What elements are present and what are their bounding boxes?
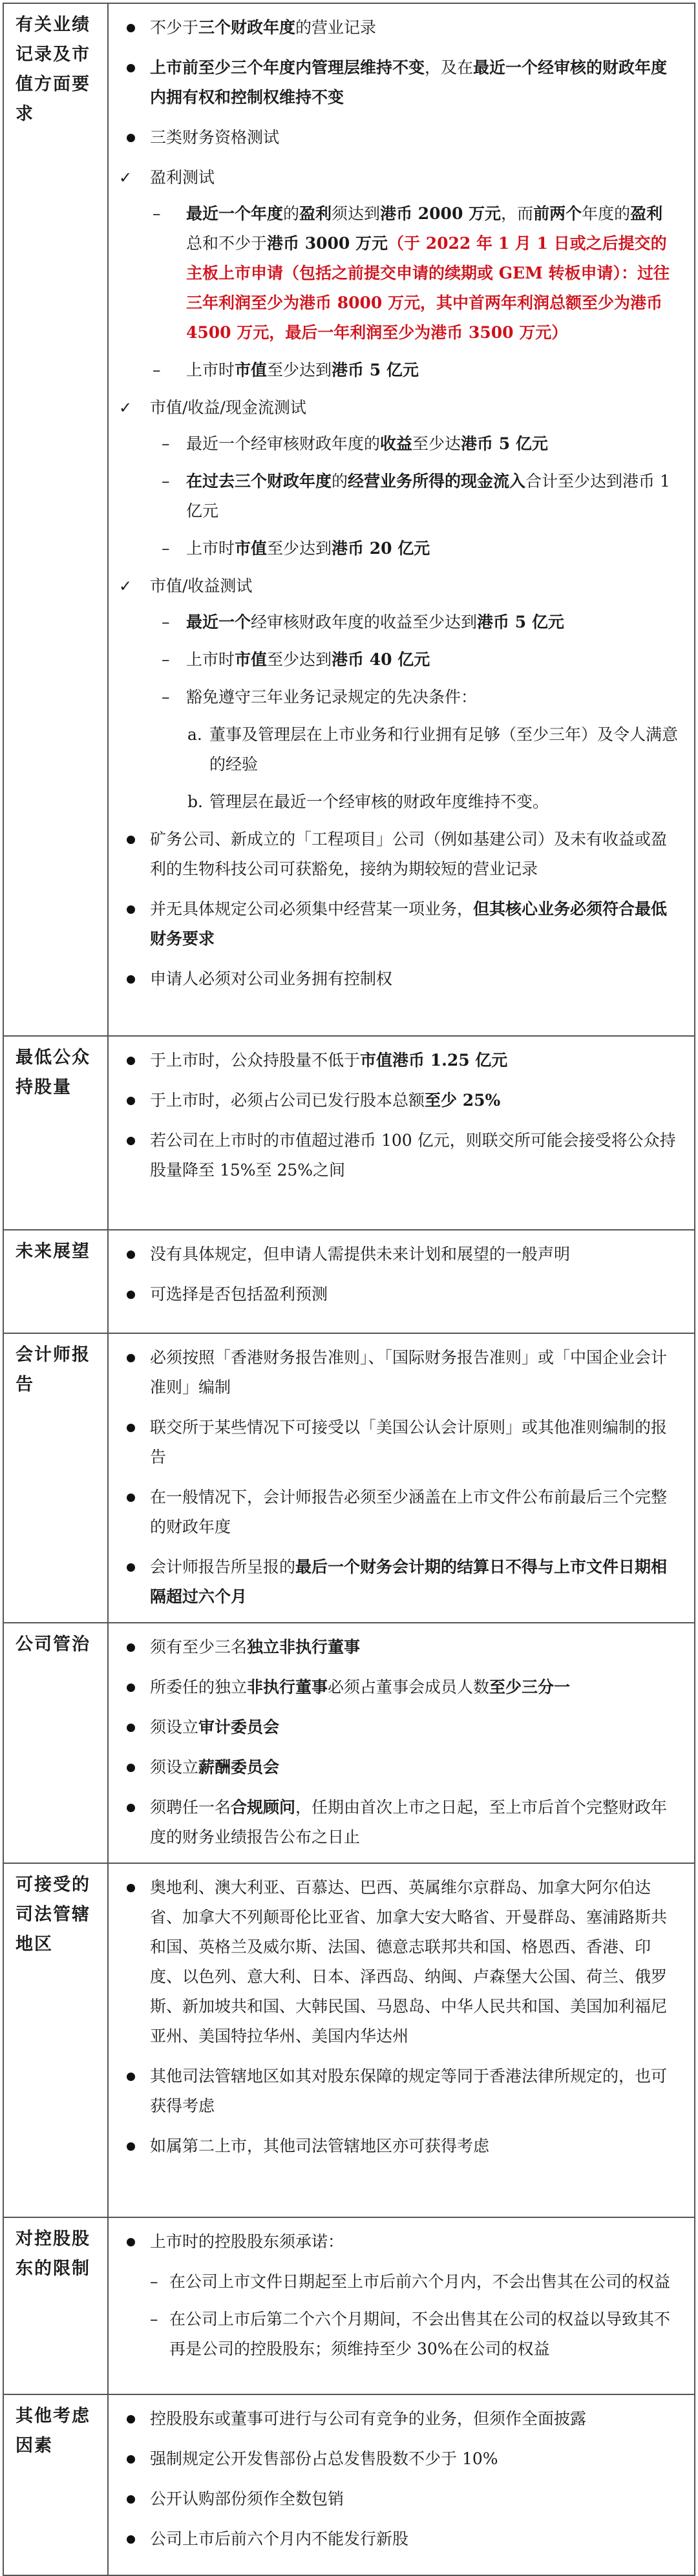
section-header: 可接受的司法管辖地区 [16,1875,90,1954]
item-text: 董事及管理层在上市业务和行业拥有足够（至少三年）及令人满意的经验 [209,725,679,774]
bullet-icon [127,1563,135,1572]
text-run: 至少三分一 [489,1678,571,1696]
test-label: 盈利测试 [150,168,215,187]
bullet-item [118,1713,679,1742]
bullet-icon [127,2535,135,2544]
text-run: 最近一个 [186,613,251,631]
section-row [3,2394,695,2575]
dash-item [150,607,679,637]
text-run: 其他司法管辖地区如其对股东保障的规定等同于香港法律所规定的，也可获得考虑 [150,2067,668,2115]
text-run: 上市前至少 [150,58,231,77]
text-run: 可选择是否包括盈利预测 [150,1285,328,1304]
bullet-icon [127,1291,135,1299]
dash-item [150,429,679,459]
bullet-icon [127,24,135,32]
bullet-item [118,1632,679,1662]
bullet-icon [127,1354,135,1362]
bullet-item [118,894,679,954]
bullet-item [118,2131,679,2161]
text-run: 会计师报告所呈报的 [150,1557,296,1576]
text-run: 的 [283,204,300,223]
text-run: 合规顾问 [231,1798,296,1817]
bullet-item [118,1086,679,1115]
text-run: 最近一个经审核的财政年度内拥有权和控制权维持不变 [150,58,668,107]
text-run: 市值 [235,361,268,379]
bullet-item [118,1552,679,1612]
dash-marker: – [153,361,161,379]
bullet-item [118,2062,679,2121]
text-run: 年度的 [582,204,631,223]
dash-item [150,645,679,675]
text-run: 三个财政年度 [198,18,296,37]
text-run: 于上市时，必须占公司已发行股本总额 [150,1091,425,1110]
section-header: 对控股股东的限制 [16,2229,90,2279]
text-run: 总和不少于 [186,234,268,253]
section-body [109,4,694,994]
text-run: 盈利 [630,204,663,223]
section-body [109,1864,694,2161]
bullet-item [118,1793,679,1852]
bullet-icon [127,1097,135,1105]
section-body [109,2218,694,2364]
requirements-table [3,3,695,2576]
text-run: 收益 [380,434,413,453]
bullet-icon [127,64,135,72]
test-items [118,199,679,385]
section-row [3,1333,695,1623]
section-body [109,1037,694,1185]
text-run: 上市时 [186,361,235,379]
text-run: ，而 [501,204,534,223]
text-run: 并无具体规定公司必须集中经营某一项业务， [150,900,474,918]
bullet-icon [127,1057,135,1065]
text-run: 至少达到 [267,361,332,379]
section-body [109,1230,694,1309]
text-run: 港币 5 亿元 [332,361,419,379]
text-run: 在公司上市文件日期起至上市后前六个月内，不会出售其在公司的权益 [169,2272,671,2291]
test-heading [118,163,679,193]
bullet-item [118,1280,679,1309]
text-run: 市值 [235,650,268,669]
bullet-icon [127,905,135,914]
text-run: 须设立 [150,1718,199,1737]
text-run: （于 2022 年 1 月 1 日或之后提交的主板上市申请（包括之前提交申请的续期或 GEM 转板申请）：过往三年利润至少为港币 8000 万元，其中首两年利润总额至少为港币 4500 万元，最后一年利润至少为港币 3500 万元） [186,234,670,342]
test-heading [118,571,679,601]
section-row [3,1863,695,2217]
check-icon: ✓ [119,399,132,417]
dash-marker: – [162,539,170,558]
section-row [3,1230,695,1333]
text-run: 在一般情况下，会计师报告必须至少涵盖在上市文件公布前最后三个完整的财政年度 [150,1488,668,1536]
bullet-item [118,53,679,112]
section-body [109,2395,694,2554]
lettered-list [150,720,679,817]
text-run: 最近一个经审核财政年度的 [186,434,381,453]
bullet-icon [127,1137,135,1145]
test-label: 市值/收益/现金流测试 [150,398,306,417]
text-run: 没有具体规定，但申请人需提供未来计划和展望的一般声明 [150,1245,571,1263]
text-run: 独立非执行董事 [247,1638,361,1656]
lettered-item [187,720,679,779]
text-run: 在公司上市后第二个六个月期间，不会出售其在公司的权益以导致其不再是公司的控股股东；须维持至少 30%在公司的权益 [169,2310,671,2358]
text-run: 上市时的控股股东须承诺： [150,2232,344,2251]
text-run: 市值 [235,539,268,558]
bullet-icon [127,2495,135,2504]
dash-item [150,2267,679,2297]
text-run: 豁免遵守三年业务记录规定的先决条件： [186,688,478,706]
text-run: 须聘任一名 [150,1798,231,1817]
bullet-icon [127,1884,135,1892]
bullet-item [118,1046,679,1075]
text-run: 至少达 [412,434,461,453]
bullet-icon [127,134,135,142]
text-run: 上市时 [186,650,235,669]
check-icon: ✓ [119,577,132,595]
text-run: 至少 25% [425,1091,501,1110]
bullet-icon [127,836,135,844]
bullet-item [118,1483,679,1542]
section-header: 会计师报告 [16,1345,90,1395]
text-run: 上市时 [186,539,235,558]
text-run: 最后一个财务会计期的结算日不得与上市文件日期相隔超过六个月 [150,1557,668,1606]
check-icon: ✓ [119,169,132,187]
test-heading [118,393,679,423]
bullet-item [118,13,679,43]
text-run: 于上市时，公众持股量不低于 [150,1051,361,1070]
text-run: 但其核心业务必须符合最低财务要求 [150,900,668,948]
text-run: 经营业务所得的现金流入 [348,472,526,491]
bullet-icon [127,1494,135,1502]
text-run: 须有至少三名 [150,1638,248,1656]
text-run: 须设立 [150,1758,199,1777]
test-items [118,429,679,564]
text-run: 必须占董事会成员人数 [328,1678,490,1696]
lettered-item [187,787,679,817]
section-body [109,1623,694,1852]
dash-item [150,467,679,526]
section-row [3,3,695,1036]
bullet-icon [127,2455,135,2464]
bullet-item [118,825,679,884]
bullet-icon [127,1251,135,1259]
test-items [118,607,679,817]
bullet-icon [127,1424,135,1432]
bullet-icon [127,1804,135,1812]
text-run: 市值港币 1.25 亿元 [360,1051,508,1070]
bullet-item [118,1240,679,1269]
dash-item [150,534,679,564]
text-run: 最近一个年度 [186,204,284,223]
dash-list [118,2267,679,2364]
section-body [109,1334,694,1612]
text-run: 港币 5 亿元 [477,613,564,631]
bullet-icon [127,1684,135,1692]
section-row [3,2217,695,2394]
text-run: 薪酬委员会 [198,1758,280,1777]
dash-marker: – [150,2310,158,2328]
text-run: 申请人必须对公司业务拥有控制权 [150,969,393,988]
text-run: 港币 20 亿元 [332,539,430,558]
bullet-icon [127,2415,135,2423]
section-row [3,1623,695,1863]
text-run: 三类财务资格测试 [150,128,280,147]
bullet-item [118,1873,679,2051]
text-run: 港币 3000 万元 [267,234,388,253]
dash-item [150,355,679,385]
text-run: 若公司在上市时的市值超过港币 100 亿元，则联交所可能会接受将公众持股量降至 15%至 25%之间 [150,1131,676,1179]
bullet-item [118,2404,679,2434]
bullet-item [118,2484,679,2514]
section-header: 未来展望 [16,1241,90,1262]
section-header: 最低公众持股量 [16,1048,90,1097]
bullet-icon [127,2073,135,2081]
dash-marker: – [162,472,170,491]
section-row [3,1036,695,1230]
test-label: 市值/收益测试 [150,576,253,595]
bullet-item [118,2524,679,2554]
text-run: 矿务公司、新成立的「工程项目」公司（例如基建公司）及未有收益或盈利的生物科技公司可获豁免，接纳为期较短的营业记录 [150,830,668,878]
bullet-item [118,1343,679,1402]
bullet-icon [127,975,135,984]
text-run: 所委任的独立 [150,1678,248,1696]
bullet-item [118,2227,679,2257]
bullet-icon [127,2238,135,2246]
bullet-icon [127,1764,135,1772]
bullet-icon [127,2142,135,2151]
text-run: 必须按照「香港财务报告准则」、「国际财务报告准则」或「中国企业会计准则」编制 [150,1348,668,1397]
text-run: 港币 40 亿元 [332,650,430,669]
dash-item [150,2305,679,2364]
bullet-item [118,2444,679,2474]
dash-marker: – [162,434,170,453]
text-run: ，任期由首次上市之日起，至上市后首个完整财政年度的财务业绩报告公布之日止 [150,1798,668,1846]
text-run: 奥地利、澳大利亚、百慕达、巴西、英属维尔京群岛、加拿大阿尔伯达省、加拿大不列颠哥伦比亚省、加拿大安大略省、开曼群岛、塞浦路斯共和国、英格兰及威尔斯、法国、德意志联邦共和国、格恩西、香港、印度、以色列、意大利、日本、泽西岛、纳闽、卢森堡大公国、荷兰、俄罗斯、新加坡共和国、大韩民国、马恩岛、中华人民共和国、美国加利福尼亚州、美国特拉华州、美国内华达州 [150,1878,668,2045]
text-run: 至少达到 [267,650,332,669]
text-run: 的 [332,472,348,491]
text-run: 审计委员会 [198,1718,280,1737]
text-run: ，及在 [425,58,474,77]
dash-item [150,199,679,348]
text-run: 港币 2000 万元 [380,204,502,223]
text-run: 经审核财政年度的收益至少达到 [251,613,478,631]
bullet-icon [127,1724,135,1732]
text-run: 须达到 [332,204,381,223]
dash-marker: – [150,2272,158,2291]
dash-marker: – [153,204,161,223]
text-run: 控股股东或董事可进行与公司有竞争的业务，但须作全面披露 [150,2409,587,2428]
text-run: 在过去三个财政年度 [186,472,332,491]
text-run: 至少达到 [267,539,332,558]
item-marker: b. [187,792,203,811]
section-header: 公司管治 [16,1634,90,1654]
bullet-item [118,964,679,994]
bullet-item [118,1413,679,1472]
text-run: 联交所于某些情况下可接受以「美国公认会计原则」或其他准则编制的报告 [150,1418,668,1466]
bullet-item [118,1753,679,1782]
item-marker: a. [187,725,202,744]
bullet-item [118,1126,679,1185]
text-run: 的营业记录 [295,18,377,37]
text-run: 不少于 [150,18,199,37]
section-header: 其他考虑因素 [16,2406,90,2456]
text-run: 合计至少达到港币 1 亿元 [186,472,670,520]
text-run: 港币 5 亿元 [461,434,548,453]
text-run: 盈利 [299,204,332,223]
text-run: 强制规定公开发售部份占总发售股数不少于 10% [150,2449,498,2468]
item-text: 管理层在最近一个经审核的财政年度维持不变。 [209,792,549,811]
dash-marker: – [162,613,170,631]
text-run: 公开认购部份须作全数包销 [150,2489,344,2508]
dash-marker: – [162,688,170,706]
bullet-item [118,1673,679,1702]
dash-marker: – [162,650,170,669]
dash-item [150,682,679,712]
bullet-item [118,123,679,153]
text-run: 前两个 [533,204,582,223]
text-run: 如属第二上市，其他司法管辖地区亦可获得考虑 [150,2137,490,2155]
section-header: 有关业绩记录及市值方面要求 [16,15,90,124]
text-run: 非执行董事 [247,1678,328,1696]
bullet-icon [127,1643,135,1652]
text-run: 公司上市后前六个月内不能发行新股 [150,2529,409,2548]
text-run: 三个年度内管理层维持不变 [231,58,425,77]
